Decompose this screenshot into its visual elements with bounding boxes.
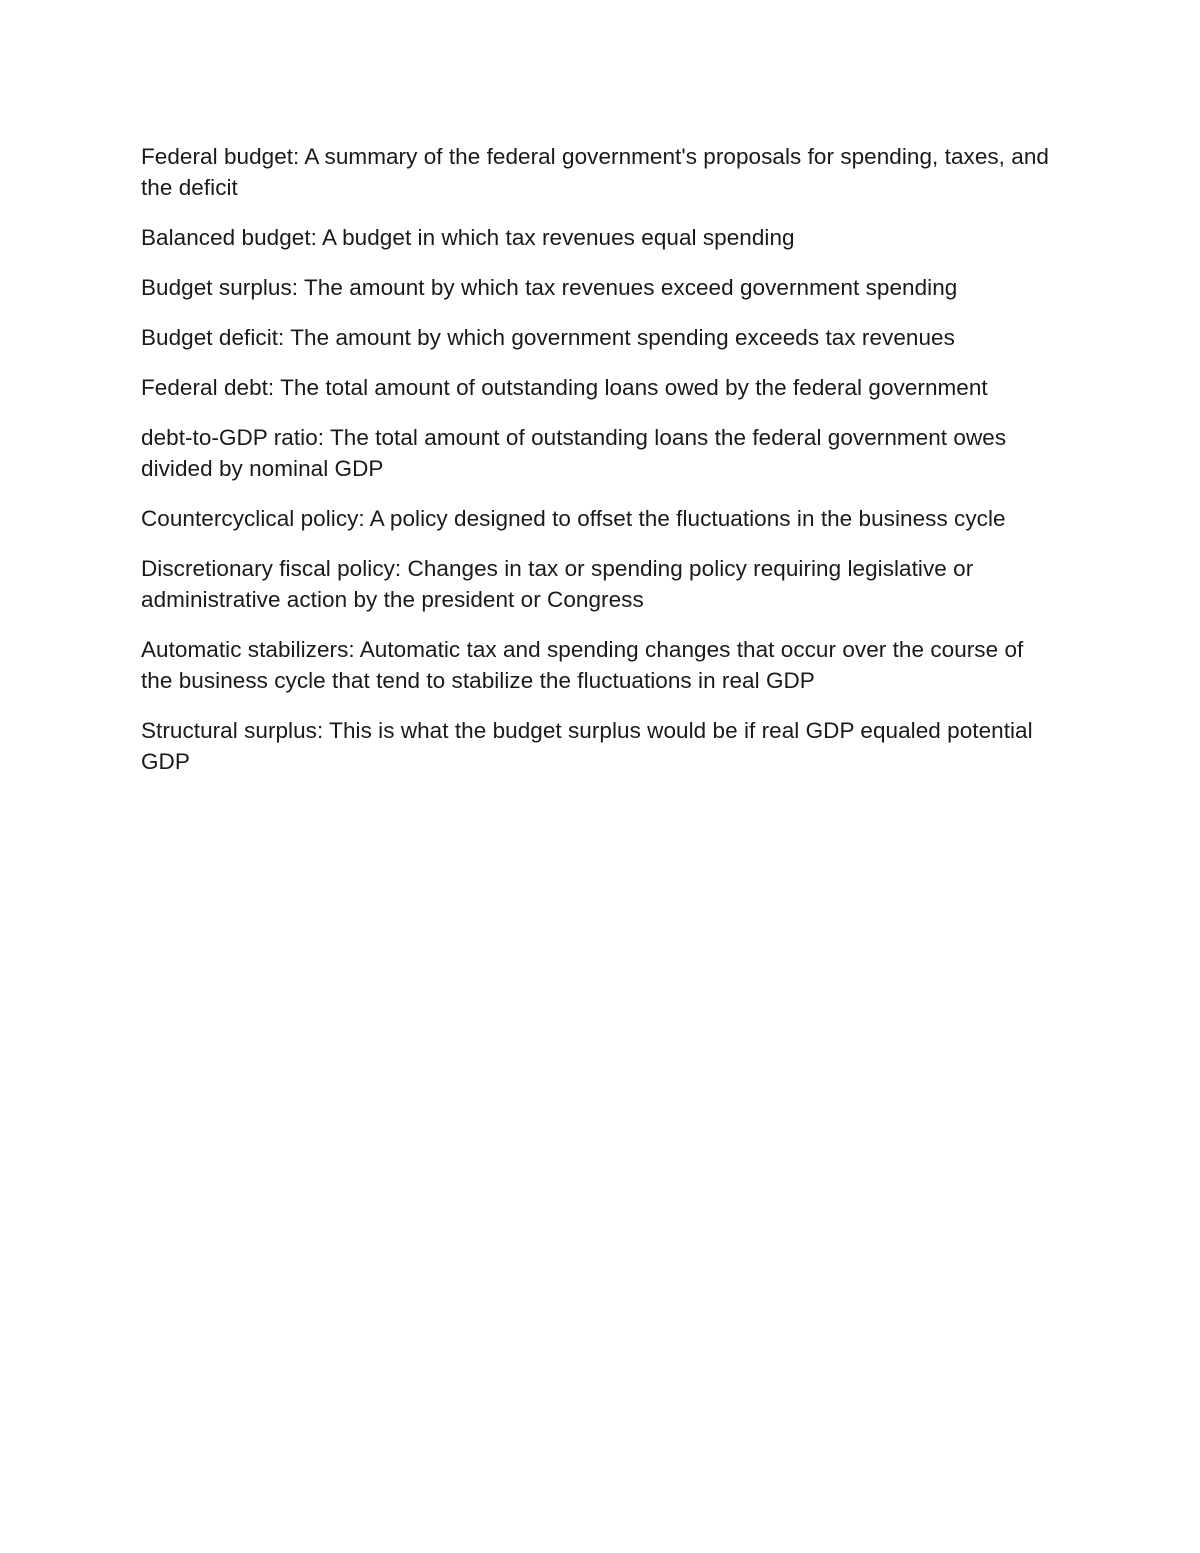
definition-budget-deficit: Budget deficit: The amount by which government spending exceeds tax revenues bbox=[141, 325, 955, 350]
definition-structural-surplus: Structural surplus: This is what the budget surplus would be if real GDP equaled potential GDP bbox=[141, 718, 1033, 774]
definition-balanced-budget: Balanced budget: A budget in which tax revenues equal spending bbox=[141, 225, 795, 250]
definition-federal-budget: Federal budget: A summary of the federal government's proposals for spending, taxes, and the deficit bbox=[141, 144, 1049, 200]
definition-debt-to-gdp-ratio: debt-to-GDP ratio: The total amount of outstanding loans the federal government owes divided by nominal GDP bbox=[141, 425, 1007, 481]
definition-list bbox=[141, 141, 1061, 796]
definition-countercyclical-policy: Countercyclical policy: A policy designed to offset the fluctuations in the business cycle bbox=[141, 506, 1006, 531]
definition-federal-debt: Federal debt: The total amount of outstanding loans owed by the federal government bbox=[141, 375, 988, 400]
definition-automatic-stabilizers: Automatic stabilizers: Automatic tax and spending changes that occur over the course of the business cycle that tend to stabilize the fluctuations in real GDP bbox=[141, 637, 1024, 693]
definition-budget-surplus: Budget surplus: The amount by which tax revenues exceed government spending bbox=[141, 275, 958, 300]
definition-discretionary-fiscal-policy: Discretionary fiscal policy: Changes in tax or spending policy requiring legislative or administrative action by the president or Congress bbox=[141, 556, 974, 612]
